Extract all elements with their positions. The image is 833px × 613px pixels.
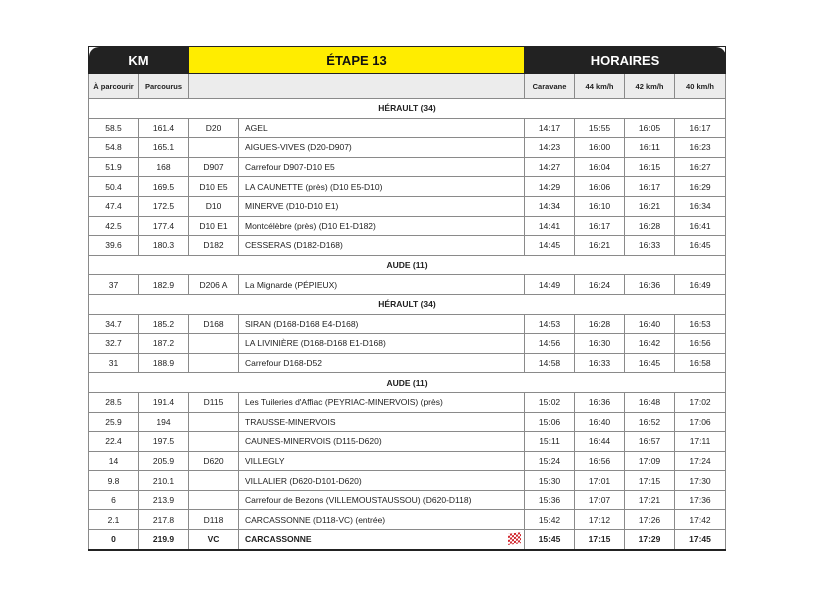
- place: TRAUSSE-MINERVOIS: [239, 412, 525, 432]
- km-remaining: 32.7: [89, 334, 139, 354]
- table-row: [89, 490, 726, 510]
- table-row: [89, 157, 726, 177]
- table-row: [89, 216, 726, 236]
- time-caravan: 14:49: [525, 275, 575, 295]
- time-40: 16:23: [675, 138, 726, 158]
- time-40: 17:45: [675, 530, 726, 550]
- time-caravan: 14:23: [525, 138, 575, 158]
- km-remaining: 58.5: [89, 118, 139, 138]
- km-remaining: 6: [89, 490, 139, 510]
- road: [189, 353, 239, 373]
- km-covered: 188.9: [139, 353, 189, 373]
- time-42: 16:57: [625, 432, 675, 452]
- time-42: 16:15: [625, 157, 675, 177]
- schedule-body: [89, 99, 726, 550]
- time-44: 16:44: [575, 432, 625, 452]
- road: [189, 471, 239, 491]
- time-40: 16:34: [675, 196, 726, 216]
- km-covered: 210.1: [139, 471, 189, 491]
- km-remaining: 50.4: [89, 177, 139, 197]
- time-44: 16:28: [575, 314, 625, 334]
- time-44: 16:36: [575, 392, 625, 412]
- col-remaining: À parcourir: [89, 74, 139, 99]
- col-42kmh: 42 km/h: [625, 74, 675, 99]
- time-caravan: 14:58: [525, 353, 575, 373]
- road: D168: [189, 314, 239, 334]
- time-42: 16:36: [625, 275, 675, 295]
- km-covered: 165.1: [139, 138, 189, 158]
- department-label: HÉRAULT (34): [89, 294, 726, 314]
- time-42: 16:33: [625, 236, 675, 256]
- time-40: 16:45: [675, 236, 726, 256]
- km-covered: 177.4: [139, 216, 189, 236]
- km-remaining: 2.1: [89, 510, 139, 530]
- km-covered: 194: [139, 412, 189, 432]
- km-covered: 169.5: [139, 177, 189, 197]
- time-40: 17:06: [675, 412, 726, 432]
- road: D620: [189, 451, 239, 471]
- time-caravan: 15:30: [525, 471, 575, 491]
- time-40: 16:29: [675, 177, 726, 197]
- km-covered: 182.9: [139, 275, 189, 295]
- time-44: 16:06: [575, 177, 625, 197]
- time-caravan: 14:53: [525, 314, 575, 334]
- time-caravan: 14:34: [525, 196, 575, 216]
- time-44: 16:17: [575, 216, 625, 236]
- table-row: [89, 392, 726, 412]
- department-label: AUDE (11): [89, 255, 726, 275]
- table-row: [89, 118, 726, 138]
- table-row: [89, 471, 726, 491]
- time-44: 17:12: [575, 510, 625, 530]
- stage-header: ÉTAPE 13: [189, 47, 525, 74]
- time-40: 17:02: [675, 392, 726, 412]
- place: [239, 530, 525, 550]
- checkered-flag-icon: [508, 532, 521, 545]
- time-44: 16:00: [575, 138, 625, 158]
- time-caravan: 15:24: [525, 451, 575, 471]
- department-label: AUDE (11): [89, 373, 726, 393]
- place: CAUNES-MINERVOIS (D115-D620): [239, 432, 525, 452]
- time-42: 16:45: [625, 353, 675, 373]
- road: D20: [189, 118, 239, 138]
- col-covered: Parcourus: [139, 74, 189, 99]
- place: Montcélèbre (près) (D10 E1-D182): [239, 216, 525, 236]
- table-row: [89, 510, 726, 530]
- time-44: 15:55: [575, 118, 625, 138]
- time-40: 16:56: [675, 334, 726, 354]
- col-44kmh: 44 km/h: [575, 74, 625, 99]
- section-header: [89, 373, 726, 393]
- km-header: KM: [89, 47, 189, 74]
- place: VILLALIER (D620-D101-D620): [239, 471, 525, 491]
- place: Les Tuileries d'Affiac (PEYRIAC-MINERVOIS) (près): [239, 392, 525, 412]
- table-row: [89, 451, 726, 471]
- road: [189, 412, 239, 432]
- km-remaining: 47.4: [89, 196, 139, 216]
- time-caravan: 15:02: [525, 392, 575, 412]
- road: D907: [189, 157, 239, 177]
- time-44: 17:01: [575, 471, 625, 491]
- time-42: 17:15: [625, 471, 675, 491]
- time-caravan: 15:36: [525, 490, 575, 510]
- table-row: [89, 353, 726, 373]
- km-covered: 191.4: [139, 392, 189, 412]
- km-covered: 180.3: [139, 236, 189, 256]
- km-covered: 197.5: [139, 432, 189, 452]
- place: Carrefour de Bezons (VILLEMOUSTAUSSOU) (D620-D118): [239, 490, 525, 510]
- km-remaining: 25.9: [89, 412, 139, 432]
- time-44: 16:24: [575, 275, 625, 295]
- road: [189, 490, 239, 510]
- table-row: [89, 432, 726, 452]
- km-remaining: 14: [89, 451, 139, 471]
- table-row: [89, 236, 726, 256]
- stage-schedule: [88, 46, 725, 551]
- time-caravan: 15:45: [525, 530, 575, 550]
- time-44: 16:10: [575, 196, 625, 216]
- section-header: [89, 99, 726, 119]
- time-40: 16:41: [675, 216, 726, 236]
- time-42: 16:48: [625, 392, 675, 412]
- time-42: 16:28: [625, 216, 675, 236]
- place: AIGUES-VIVES (D20-D907): [239, 138, 525, 158]
- km-remaining: 34.7: [89, 314, 139, 334]
- place: AGEL: [239, 118, 525, 138]
- time-42: 17:29: [625, 530, 675, 550]
- km-remaining: 9.8: [89, 471, 139, 491]
- road: D115: [189, 392, 239, 412]
- km-covered: 217.8: [139, 510, 189, 530]
- time-caravan: 14:56: [525, 334, 575, 354]
- time-42: 16:21: [625, 196, 675, 216]
- place: SIRAN (D168-D168 E4-D168): [239, 314, 525, 334]
- road: [189, 334, 239, 354]
- time-44: 17:07: [575, 490, 625, 510]
- road: D10 E5: [189, 177, 239, 197]
- time-44: 16:56: [575, 451, 625, 471]
- table-row: [89, 177, 726, 197]
- road: [189, 138, 239, 158]
- time-42: 17:21: [625, 490, 675, 510]
- time-40: 17:36: [675, 490, 726, 510]
- time-caravan: 14:45: [525, 236, 575, 256]
- time-44: 16:40: [575, 412, 625, 432]
- time-40: 17:11: [675, 432, 726, 452]
- time-40: 17:42: [675, 510, 726, 530]
- place: CESSERAS (D182-D168): [239, 236, 525, 256]
- time-40: 17:30: [675, 471, 726, 491]
- time-caravan: 14:29: [525, 177, 575, 197]
- schedule-table: [88, 46, 726, 551]
- col-40kmh: 40 km/h: [675, 74, 726, 99]
- col-caravan: Caravane: [525, 74, 575, 99]
- km-remaining: 51.9: [89, 157, 139, 177]
- km-remaining: 0: [89, 530, 139, 550]
- place: MINERVE (D10-D10 E1): [239, 196, 525, 216]
- section-header: [89, 294, 726, 314]
- km-remaining: 22.4: [89, 432, 139, 452]
- table-row: [89, 138, 726, 158]
- km-covered: 161.4: [139, 118, 189, 138]
- place-label: CARCASSONNE: [245, 534, 312, 545]
- road: VC: [189, 530, 239, 550]
- time-caravan: 15:42: [525, 510, 575, 530]
- road: D182: [189, 236, 239, 256]
- table-row: [89, 412, 726, 432]
- road: D118: [189, 510, 239, 530]
- time-40: 16:49: [675, 275, 726, 295]
- time-caravan: 14:17: [525, 118, 575, 138]
- table-row: [89, 530, 726, 550]
- km-remaining: 42.5: [89, 216, 139, 236]
- time-42: 16:42: [625, 334, 675, 354]
- time-40: 17:24: [675, 451, 726, 471]
- table-row: [89, 314, 726, 334]
- road: D10 E1: [189, 216, 239, 236]
- place: Carrefour D168-D52: [239, 353, 525, 373]
- km-remaining: 39.6: [89, 236, 139, 256]
- time-40: 16:27: [675, 157, 726, 177]
- table-row: [89, 196, 726, 216]
- km-covered: 187.2: [139, 334, 189, 354]
- time-42: 16:05: [625, 118, 675, 138]
- time-caravan: 14:41: [525, 216, 575, 236]
- time-44: 16:30: [575, 334, 625, 354]
- table-row: [89, 334, 726, 354]
- km-remaining: 31: [89, 353, 139, 373]
- road: [189, 432, 239, 452]
- km-remaining: 37: [89, 275, 139, 295]
- times-header: HORAIRES: [525, 47, 726, 74]
- time-44: 17:15: [575, 530, 625, 550]
- place: LA CAUNETTE (près) (D10 E5-D10): [239, 177, 525, 197]
- time-42: 17:26: [625, 510, 675, 530]
- time-42: 16:40: [625, 314, 675, 334]
- place: VILLEGLY: [239, 451, 525, 471]
- time-caravan: 15:06: [525, 412, 575, 432]
- time-caravan: 15:11: [525, 432, 575, 452]
- time-caravan: 14:27: [525, 157, 575, 177]
- time-42: 17:09: [625, 451, 675, 471]
- time-40: 16:58: [675, 353, 726, 373]
- place: LA LIVINIÈRE (D168-D168 E1-D168): [239, 334, 525, 354]
- time-42: 16:17: [625, 177, 675, 197]
- km-covered: 205.9: [139, 451, 189, 471]
- km-remaining: 54.8: [89, 138, 139, 158]
- place: CARCASSONNE (D118-VC) (entrée): [239, 510, 525, 530]
- km-covered: 168: [139, 157, 189, 177]
- km-covered: 185.2: [139, 314, 189, 334]
- time-42: 16:52: [625, 412, 675, 432]
- place: Carrefour D907-D10 E5: [239, 157, 525, 177]
- km-covered: 213.9: [139, 490, 189, 510]
- road: D206 A: [189, 275, 239, 295]
- time-42: 16:11: [625, 138, 675, 158]
- department-label: HÉRAULT (34): [89, 99, 726, 119]
- time-40: 16:53: [675, 314, 726, 334]
- col-route: [189, 74, 525, 99]
- km-remaining: 28.5: [89, 392, 139, 412]
- section-header: [89, 255, 726, 275]
- time-40: 16:17: [675, 118, 726, 138]
- time-44: 16:33: [575, 353, 625, 373]
- km-covered: 219.9: [139, 530, 189, 550]
- km-covered: 172.5: [139, 196, 189, 216]
- time-44: 16:21: [575, 236, 625, 256]
- place: La Mignarde (PÉPIEUX): [239, 275, 525, 295]
- road: D10: [189, 196, 239, 216]
- time-44: 16:04: [575, 157, 625, 177]
- table-row: [89, 275, 726, 295]
